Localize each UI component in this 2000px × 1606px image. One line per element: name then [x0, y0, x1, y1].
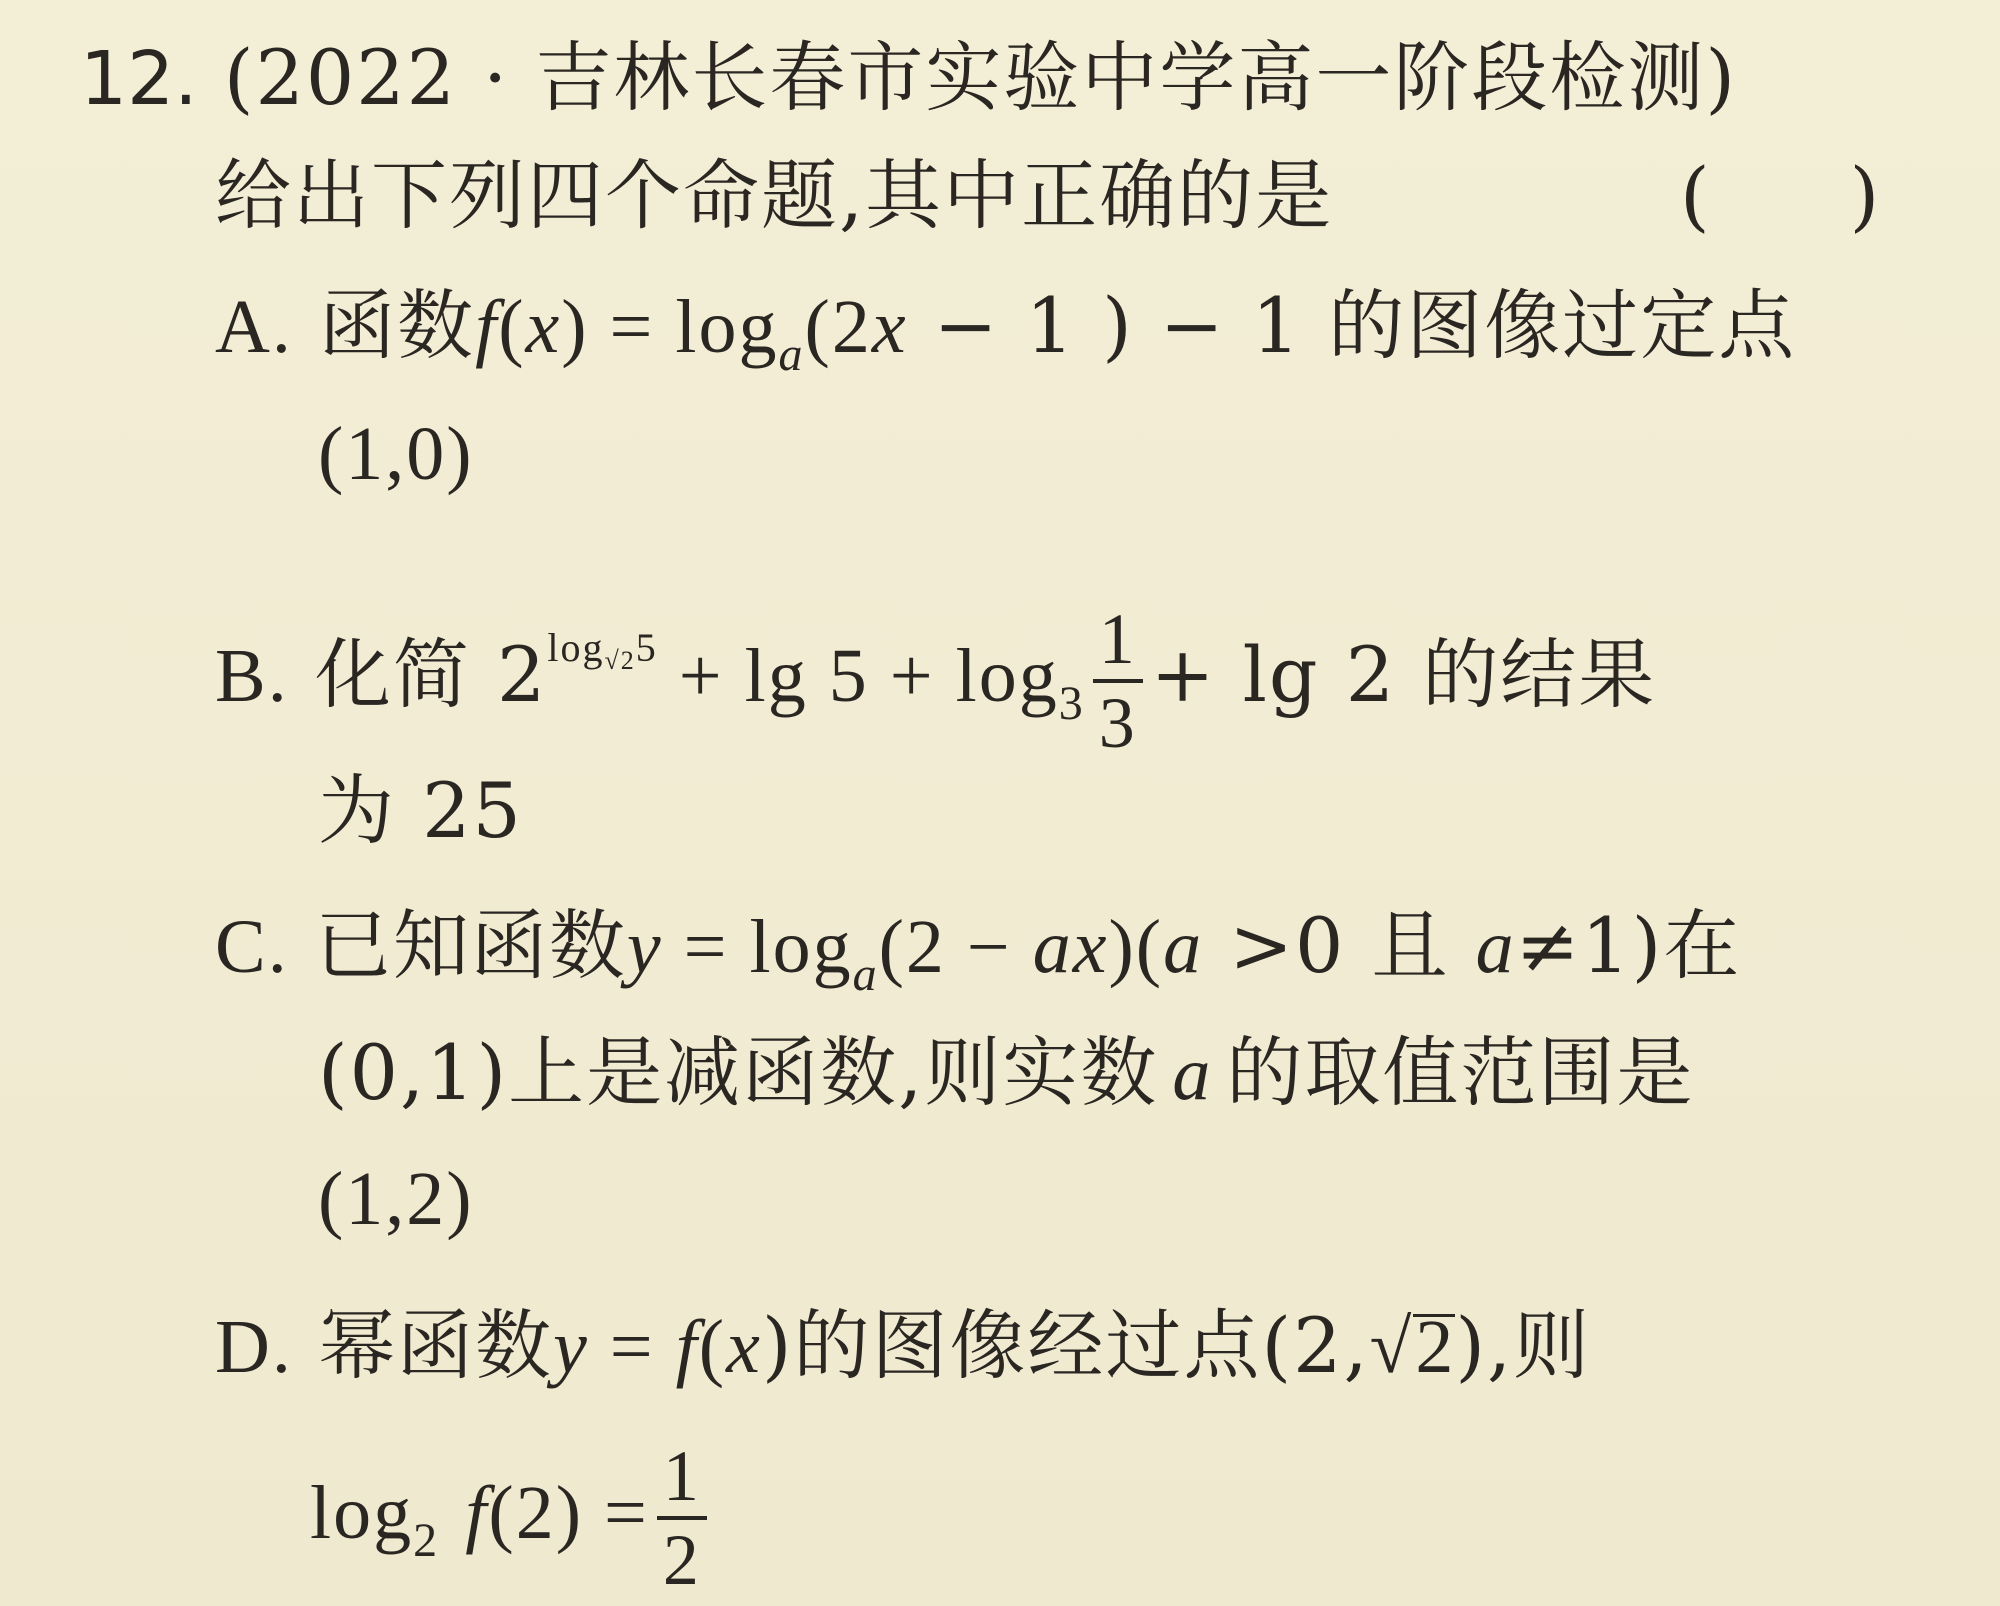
option-d-label: D.	[215, 1305, 293, 1389]
math-eq: =	[588, 1305, 676, 1389]
option-c-line-2	[318, 1025, 1694, 1122]
answer-paren-close: )	[1849, 151, 1880, 240]
math-x: x	[525, 285, 562, 369]
math-sub-2: 2	[413, 1514, 440, 1567]
answer-paren-open: (	[1680, 151, 1710, 240]
math-paren: )(	[1108, 905, 1164, 989]
exponent	[547, 578, 657, 731]
option-a-text-2: − 1 ) − 1 的图像过定点	[907, 281, 1797, 370]
math-paren: (	[698, 1305, 727, 1389]
option-d-text-2: )的图像经过点(2,	[761, 1301, 1370, 1390]
math-sub-a: a	[852, 948, 879, 1001]
option-b	[215, 578, 1656, 774]
math-f: f	[475, 285, 499, 369]
option-c-range: (1,2)	[318, 1157, 474, 1241]
math-ax: ax	[1032, 905, 1109, 989]
question-header	[80, 30, 1737, 127]
option-d-text-3: ),则	[1455, 1301, 1592, 1390]
fraction-one-half	[657, 1436, 707, 1600]
option-b-result: 为 25	[318, 766, 523, 855]
math-paren: (	[498, 285, 526, 369]
math-a: a	[1163, 905, 1204, 989]
math-x: x	[871, 285, 908, 369]
question-source: (2022 · 吉林长春市实验中学高一阶段检测)	[223, 33, 1738, 122]
option-c-label: C.	[215, 905, 289, 989]
option-b-line-2	[318, 763, 523, 859]
option-c-text-4: (0,1)上是减函数,则实数	[318, 1028, 1159, 1117]
math-arg: (2 −	[878, 905, 1033, 989]
fraction-one-third	[1093, 599, 1143, 763]
math-arg: (2	[804, 285, 872, 369]
math-a: a	[1172, 1032, 1213, 1116]
math-f: f	[675, 1305, 699, 1389]
stem-text: 给出下列四个命题,其中正确的是	[215, 151, 1334, 240]
exp-sqrt: √2	[604, 646, 636, 675]
math-x: x	[726, 1305, 762, 1389]
option-c	[215, 898, 1741, 1023]
option-b-text-2: + lg 5 + log	[657, 634, 1059, 718]
math-sub-a: a	[778, 328, 805, 381]
option-c-text-3: ≠1)在	[1515, 901, 1742, 990]
math-log: log	[310, 1471, 414, 1555]
math-y: y	[553, 1305, 589, 1389]
math-f: f	[465, 1471, 489, 1555]
option-a-text-1: 函数	[319, 281, 476, 370]
sqrt-arg: 2	[1415, 1305, 1456, 1389]
math-y: y	[626, 905, 663, 989]
frac-num: 1	[1098, 599, 1137, 679]
option-b-text-1: 化简 2	[314, 630, 548, 719]
option-c-line-3	[318, 1150, 474, 1247]
option-c-text-2: >0 且	[1203, 901, 1476, 990]
option-a	[215, 278, 1796, 403]
question-number: 12.	[80, 36, 198, 122]
option-c-text-5: 的取值范围是	[1226, 1028, 1695, 1117]
option-a-point: (1,0)	[318, 412, 474, 496]
question-stem	[215, 148, 1333, 244]
option-d-line-2	[310, 1436, 715, 1606]
math-a: a	[1475, 905, 1516, 989]
math-log: ) = log	[561, 285, 779, 369]
option-b-label: B.	[215, 634, 289, 718]
option-a-label: A.	[215, 285, 293, 369]
frac-den: 3	[1098, 683, 1137, 763]
answer-blank[interactable]	[1680, 148, 1879, 244]
option-a-line-2	[318, 405, 474, 502]
frac-den: 2	[662, 1520, 701, 1600]
exp-log: log	[547, 625, 605, 670]
sqrt-two: √2	[1369, 1305, 1456, 1389]
math-sub-3: 3	[1058, 677, 1085, 730]
frac-num: 1	[662, 1436, 701, 1516]
math-log: = log	[662, 905, 853, 989]
option-d	[215, 1298, 1591, 1395]
math-arg: (2) =	[488, 1471, 649, 1555]
option-b-text-3: + lg 2 的结果	[1150, 630, 1657, 719]
exp-five: 5	[635, 625, 658, 670]
option-c-text-1: 已知函数	[314, 901, 627, 990]
option-d-text-1: 幂函数	[319, 1301, 554, 1390]
